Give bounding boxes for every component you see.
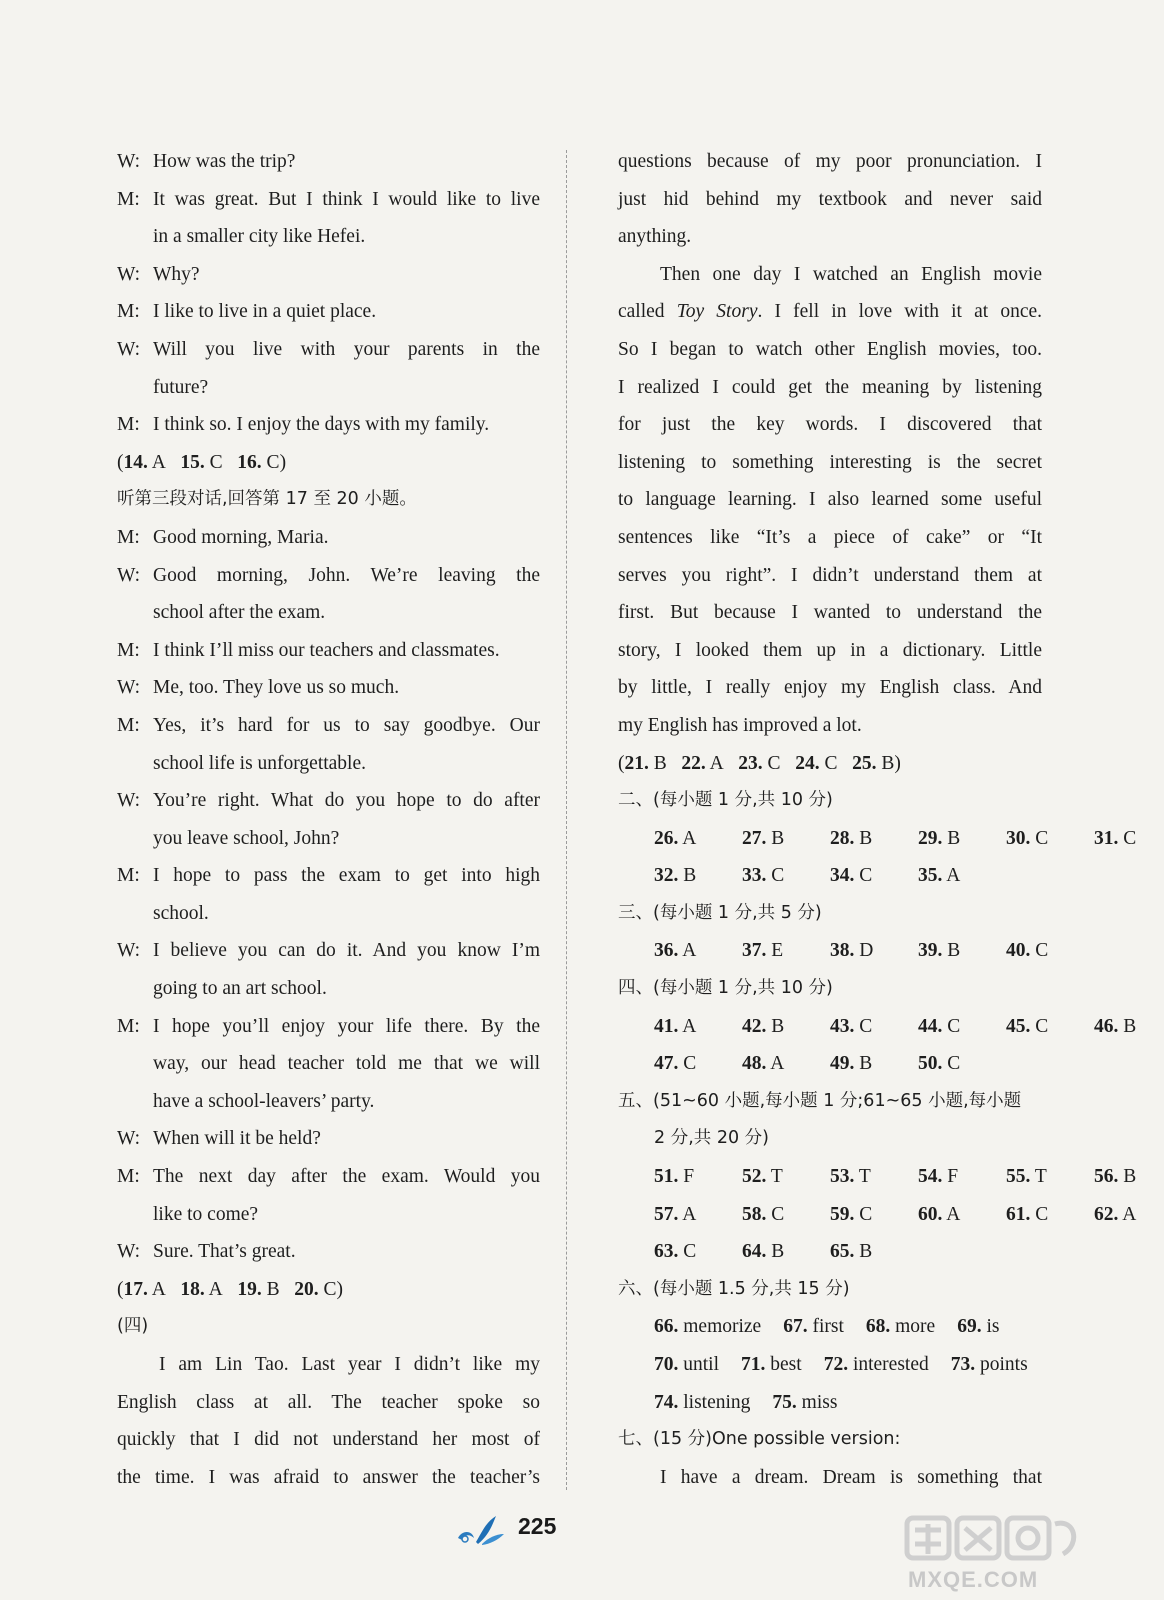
dialogue-line: M: The next day after the exam. Would you	[117, 1166, 540, 1188]
answer-value: T	[770, 1166, 783, 1188]
section-5-heading-cont: 2 分,共 20 分)	[654, 1128, 769, 1149]
question-number: 34.	[830, 865, 855, 887]
dialogue-line: W: Why?	[117, 263, 200, 285]
question-number: 30.	[1006, 827, 1031, 849]
question-number: 67.	[783, 1316, 808, 1338]
question-number: 72.	[823, 1354, 849, 1375]
page-number: 225	[518, 1513, 557, 1539]
passage-line: I am Lin Tao. Last year I didn’t like my	[159, 1354, 540, 1375]
answer-key-17-20: (17. A 18. A 19. B 20. C)	[117, 1278, 343, 1300]
answer-value: B	[1123, 1166, 1137, 1188]
watermark-text: MXQE.COM	[908, 1567, 1039, 1592]
question-number: 58.	[742, 1203, 767, 1225]
answer-value: listening	[683, 1391, 751, 1413]
question-number: 44.	[918, 1015, 943, 1037]
answer-item	[1006, 932, 1076, 970]
section-4-heading: 四、(每小题 1 分,共 10 分)	[618, 978, 833, 999]
question-number: 68.	[865, 1316, 891, 1338]
question-number: 40.	[1006, 940, 1031, 962]
answer-item	[1006, 1196, 1076, 1234]
question-number: 60.	[918, 1203, 943, 1225]
answer-row	[618, 1196, 1137, 1234]
question-number: 54.	[918, 1166, 943, 1188]
question-number: 52.	[742, 1166, 767, 1188]
question-number: 29.	[918, 827, 943, 849]
answer-value: C	[1035, 1015, 1049, 1037]
question-number: 26.	[654, 827, 679, 849]
dialogue-line: M: I think so. I enjoy the days with my family.	[117, 414, 490, 436]
question-number: 59.	[830, 1203, 855, 1225]
question-number: 70.	[654, 1354, 679, 1375]
answer-value: memorize	[683, 1316, 762, 1338]
passage-line: I realized I could get the meaning by listening	[618, 376, 1042, 398]
question-number: 51.	[654, 1166, 679, 1188]
question-number: 42.	[742, 1015, 767, 1037]
answer-value: B	[771, 1241, 785, 1263]
answer-value: C	[771, 1203, 785, 1225]
question-number: 33.	[742, 865, 767, 887]
answer-value: B	[771, 827, 785, 849]
dialogue-line: W: Sure. That’s great.	[117, 1241, 296, 1263]
question-number: 61.	[1006, 1203, 1031, 1225]
answer-item	[1006, 820, 1076, 858]
answer-value: A	[770, 1053, 785, 1075]
question-number: 66.	[654, 1316, 679, 1338]
dialogue-line: W: Good morning, John. We’re leaving the	[117, 564, 540, 586]
section-3-heading: 三、(每小题 1 分,共 5 分)	[618, 902, 822, 923]
passage-line: called Toy Story. I fell in love with it at once.	[618, 301, 1043, 323]
passage-line: questions because of my poor pronunciation. I	[618, 151, 1042, 172]
question-number: 43.	[830, 1015, 855, 1037]
answer-item	[1006, 1008, 1076, 1046]
question-number: 75.	[772, 1391, 797, 1413]
question-number: 55.	[1006, 1166, 1031, 1188]
answer-item	[772, 1384, 837, 1422]
passage-line: English class at all. The teacher spoke so	[117, 1391, 540, 1413]
passage-line: story, I looked them up in a dictionary. Little	[618, 639, 1042, 661]
answer-item	[741, 1346, 802, 1384]
answer-value: more	[895, 1316, 936, 1338]
answer-item	[830, 857, 900, 895]
dialogue-line: M: Yes, it’s hard for us to say goodbye. Our	[117, 714, 540, 736]
answer-key-14-16: (14. A 15. C 16. C)	[117, 451, 287, 473]
dialogue-line: W: How was the trip?	[117, 151, 296, 172]
question-number: 36.	[654, 940, 679, 962]
answer-value: B	[1123, 1015, 1137, 1037]
answer-item	[654, 932, 724, 970]
dialogue-line: school after the exam.	[153, 602, 326, 624]
dialogue-line: W: When will it be held?	[117, 1128, 321, 1150]
answer-row	[618, 1346, 1042, 1384]
answer-value: B	[859, 827, 873, 849]
answer-value: D	[859, 940, 874, 962]
passage-line: I have a dream. Dream is something that	[660, 1466, 1042, 1488]
right-column	[618, 143, 1137, 1496]
answer-row	[618, 1233, 1042, 1271]
answer-value: F	[947, 1166, 959, 1188]
answer-row	[618, 1384, 1042, 1422]
answer-value: miss	[801, 1391, 838, 1413]
answer-value: B	[947, 827, 961, 849]
passage-line: serves you right”. I didn’t understand them at	[618, 564, 1042, 586]
answer-value: T	[1034, 1166, 1047, 1188]
dialogue-line: M: I think I’ll miss our teachers and classmates.	[117, 639, 500, 661]
dialogue-line: school.	[153, 902, 209, 924]
question-number: 73.	[950, 1354, 976, 1375]
answer-item	[918, 820, 988, 858]
left-column	[117, 143, 540, 1496]
answer-value: A	[946, 1203, 961, 1225]
answer-item	[918, 1008, 988, 1046]
question-number: 57.	[654, 1203, 679, 1225]
answer-value: B	[859, 1241, 873, 1263]
question-number: 71.	[741, 1354, 766, 1375]
answer-item	[654, 1158, 724, 1196]
answer-item	[742, 1158, 812, 1196]
answer-item	[830, 1196, 900, 1234]
answer-item	[1094, 1158, 1164, 1196]
dialogue-line: have a school-leavers’ party.	[153, 1090, 375, 1112]
passage-line: just hid behind my textbook and never said	[618, 188, 1042, 210]
answer-item	[654, 1008, 724, 1046]
dialogue-line: going to an art school.	[153, 978, 327, 1000]
answer-value: B	[859, 1053, 873, 1075]
answer-value: best	[770, 1354, 802, 1375]
movie-title: Toy Story	[676, 301, 758, 323]
answer-item	[918, 857, 988, 895]
answer-item	[742, 1233, 812, 1271]
answer-value: A	[682, 1203, 697, 1225]
passage-line: to language learning. I also learned some useful	[618, 489, 1042, 511]
publisher-logo-icon	[452, 1512, 508, 1548]
passage-line: my English has improved a lot.	[618, 714, 862, 736]
answer-value: is	[986, 1316, 1000, 1338]
dialogue-line: future?	[153, 376, 209, 398]
question-number: 28.	[830, 827, 855, 849]
answer-item	[1094, 1196, 1164, 1234]
dialogue-line: M: I hope you’ll enjoy your life there. By the	[117, 1015, 540, 1037]
dialogue-line: W: You’re right. What do you hope to do after	[117, 790, 540, 812]
answer-item	[742, 1196, 812, 1234]
answer-key-21-25: (21. B 22. A 23. C 24. C 25. B)	[618, 752, 901, 774]
answer-value: C	[947, 1053, 961, 1075]
question-number: 37.	[742, 940, 767, 962]
answer-row	[618, 1158, 1137, 1196]
answer-value: until	[683, 1354, 720, 1375]
section-heading: 听第三段对话,回答第 17 至 20 小题。	[117, 489, 417, 510]
passage-line: anything.	[618, 226, 692, 248]
answer-value: C	[947, 1015, 961, 1037]
answer-item	[830, 932, 900, 970]
answer-value: A	[946, 865, 961, 887]
passage-line: by little, I really enjoy my English class. And	[618, 677, 1042, 699]
answer-item	[1006, 1158, 1076, 1196]
dialogue-line: M: Good morning, Maria.	[117, 526, 329, 548]
answer-item	[830, 1233, 900, 1271]
answer-value: T	[858, 1166, 871, 1188]
column-divider	[566, 150, 567, 1490]
answer-row	[618, 857, 1042, 895]
question-number: 47.	[654, 1053, 679, 1075]
answer-value: A	[682, 940, 697, 962]
question-number: 63.	[654, 1241, 679, 1263]
question-number: 45.	[1006, 1015, 1031, 1037]
passage-line: for just the key words. I discovered that	[618, 414, 1042, 436]
answer-item	[918, 1158, 988, 1196]
answer-item	[654, 1384, 750, 1422]
answer-item	[957, 1308, 999, 1346]
answer-value: C	[771, 865, 785, 887]
answer-row	[618, 1045, 1042, 1083]
dialogue-line: you leave school, John?	[153, 827, 340, 849]
question-number: 49.	[830, 1053, 855, 1075]
question-number: 41.	[654, 1015, 679, 1037]
answer-value: A	[682, 827, 697, 849]
question-number: 39.	[918, 940, 943, 962]
answer-value: A	[682, 1015, 697, 1037]
answer-item	[654, 1196, 724, 1234]
answer-item	[783, 1308, 844, 1346]
section-2-heading: 二、(每小题 1 分,共 10 分)	[618, 790, 833, 811]
answer-value: C	[859, 865, 873, 887]
question-number: 69.	[957, 1316, 982, 1338]
dialogue-line: like to come?	[153, 1203, 259, 1225]
dialogue-line: W: I believe you can do it. And you know I’m	[117, 940, 540, 962]
dialogue-line: W: Me, too. They love us so much.	[117, 677, 400, 699]
answer-value: C	[1035, 827, 1049, 849]
answer-item	[830, 1045, 900, 1083]
dialogue-line: M: It was great. But I think I would like to live	[117, 188, 540, 210]
dialogue-line: in a smaller city like Hefei.	[153, 226, 366, 248]
answer-value: interested	[852, 1354, 929, 1375]
answer-item	[654, 1308, 761, 1346]
answer-value: points	[980, 1354, 1028, 1375]
answer-item	[654, 1346, 719, 1384]
answer-value: A	[1122, 1203, 1137, 1225]
question-number: 64.	[742, 1241, 767, 1263]
passage-line: the time. I was afraid to answer the teacher’s	[117, 1466, 540, 1488]
answer-item	[742, 932, 812, 970]
question-number: 48.	[742, 1053, 767, 1075]
answer-value: C	[1035, 1203, 1049, 1225]
answer-row	[618, 1008, 1137, 1046]
answer-row	[618, 1308, 1042, 1346]
answer-value: C	[859, 1015, 873, 1037]
section-6-heading: 六、(每小题 1.5 分,共 15 分)	[618, 1278, 850, 1299]
passage-line: So I began to watch other English movies, too.	[618, 338, 1042, 360]
dialogue-line: M: I hope to pass the exam to get into high	[117, 865, 540, 887]
answer-item	[654, 820, 724, 858]
question-number: 27.	[742, 827, 767, 849]
dialogue-line: way, our head teacher told me that we will	[153, 1053, 540, 1075]
answer-item	[742, 857, 812, 895]
question-number: 74.	[654, 1391, 679, 1413]
answer-value: C	[1035, 940, 1049, 962]
answer-row	[618, 932, 1049, 970]
answer-value: B	[683, 865, 697, 887]
question-number: 46.	[1094, 1015, 1119, 1037]
question-number: 31.	[1094, 827, 1119, 849]
answer-item	[742, 1008, 812, 1046]
question-number: 38.	[830, 940, 855, 962]
question-number: 50.	[918, 1053, 943, 1075]
question-number: 35.	[918, 865, 943, 887]
answer-item	[742, 1045, 812, 1083]
answer-item	[918, 1196, 988, 1234]
answer-value: B	[947, 940, 961, 962]
dialogue-line: W: Will you live with your parents in the	[117, 338, 540, 360]
question-number: 53.	[830, 1166, 855, 1188]
answer-value: F	[683, 1166, 695, 1188]
answer-value: C	[683, 1241, 697, 1263]
question-number: 32.	[654, 865, 679, 887]
section-5-heading: 五、(51~60 小题,每小题 1 分;61~65 小题,每小题	[618, 1090, 1022, 1111]
answer-item	[1094, 820, 1164, 858]
passage-line: first. But because I wanted to understand the	[618, 602, 1042, 624]
part-four-heading: (四)	[117, 1316, 149, 1337]
passage-line: listening to something interesting is the secret	[618, 451, 1042, 473]
answer-value: C	[859, 1203, 873, 1225]
answer-item	[830, 1158, 900, 1196]
answer-item	[654, 1233, 724, 1271]
answer-value: first	[812, 1316, 844, 1338]
answer-item	[830, 820, 900, 858]
answer-value: E	[771, 940, 784, 962]
dialogue-line: school life is unforgettable.	[153, 752, 367, 774]
answer-item	[654, 1045, 724, 1083]
answer-item	[951, 1346, 1028, 1384]
question-number: 65.	[830, 1241, 855, 1263]
answer-item	[742, 820, 812, 858]
answer-item	[1094, 1008, 1164, 1046]
answer-row	[618, 820, 1137, 858]
answer-item	[918, 1045, 988, 1083]
answer-item	[866, 1308, 935, 1346]
passage-line: sentences like “It’s a piece of cake” or “It	[618, 526, 1042, 548]
passage-line: quickly that I did not understand her most of	[117, 1429, 540, 1451]
answer-item	[824, 1346, 929, 1384]
section-7-heading: 七、(15 分)One possible version:	[618, 1429, 901, 1450]
answer-value: B	[771, 1015, 785, 1037]
question-number: 62.	[1094, 1203, 1119, 1225]
answer-item	[830, 1008, 900, 1046]
passage-line: Then one day I watched an English movie	[660, 263, 1042, 285]
answer-item	[654, 857, 724, 895]
answer-value: C	[1123, 827, 1137, 849]
answer-item	[918, 932, 988, 970]
dialogue-line: M: I like to live in a quiet place.	[117, 301, 377, 323]
question-number: 56.	[1094, 1166, 1119, 1188]
answer-value: C	[683, 1053, 697, 1075]
